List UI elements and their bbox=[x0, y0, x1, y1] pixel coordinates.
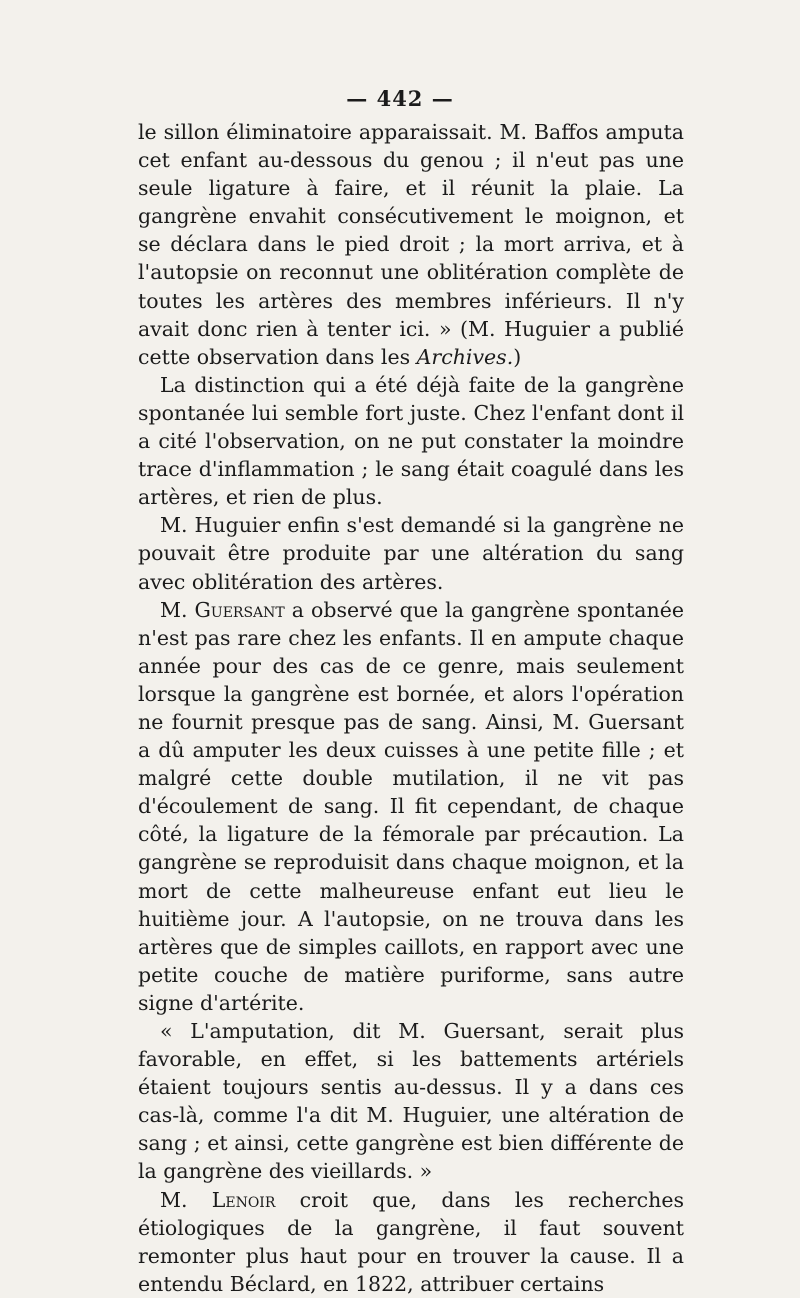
paragraph-2: La distinction qui a été déjà faite de la gangrène spontanée lui semble fort juste. Chez l'enfant dont il a cité l'observation, on ne put constater la moindre trace d'inflammation ; le sang était coagulé dans les artères, et rien de plus. bbox=[138, 372, 684, 510]
paragraph-4-text: a observé que la gangrène spontanée n'est pas rare chez les enfants. Il en ampute chaque année pour des cas de ce genre, mais seulement lorsque la gangrène est bornée, et alors l'opération ne fournit presque pas de sang. Ainsi, M. Guersant a dû amputer les deux cuisses à une petite fille ; et malgré cette double mutilation, il ne vit pas d'écoulement de sang. Il fit cependant, de chaque côté, la ligature de la fémorale par précaution. La gangrène se reproduisit dans chaque moignon, et la mort de cette malheureuse enfant eut lieu le huitième jour. A l'autopsie, on ne trouva dans les artères que de simples caillots, en rapport avec une petite couche de matière puriforme, sans autre signe d'artérite. bbox=[138, 597, 684, 1015]
paragraph-1-text: le sillon éliminatoire apparaissait. M. Baffos amputa cet enfant au-dessous du genou ; il n'eut pas une seule ligature à faire, et il réunit la plaie. La gangrène envahit consécutivement le moignon, et se déclara dans le pied droit ; la mort arriva, et à l'autopsie on reconnut une oblitération complète de toutes les artères des membres inférieurs. Il n'y avait donc rien à tenter ici. » (M. Huguier a publié cette observation dans les bbox=[138, 120, 684, 369]
paragraph-4 bbox=[138, 596, 684, 1017]
speaker-name: Guersant bbox=[194, 597, 285, 622]
paragraph-6-lead: M. bbox=[160, 1187, 212, 1212]
paragraph-6-text: croit que, dans les recherches étiologiques de la gangrène, il faut souvent remonter plus haut pour en trouver la cause. Il a entendu Béclard, en 1822, attribuer certains bbox=[138, 1187, 684, 1296]
speaker-name: Lenoir bbox=[211, 1187, 276, 1212]
paragraph-4-lead: M. bbox=[160, 597, 195, 622]
paragraph-6 bbox=[138, 1186, 684, 1298]
journal-title: Archives. bbox=[416, 344, 514, 369]
paragraph-1-close: ) bbox=[513, 344, 522, 369]
paragraph-1 bbox=[138, 118, 684, 371]
page-number: — 442 — bbox=[346, 86, 454, 111]
paragraph-3: M. Huguier enfin s'est demandé si la gangrène ne pouvait être produite par une altération du sang avec oblitération des artères. bbox=[138, 513, 684, 594]
body-text bbox=[138, 118, 684, 1298]
paragraph-5: « L'amputation, dit M. Guersant, serait plus favorable, en effet, si les battements artériels étaient toujours sentis au-dessus. Il y a dans ces cas-là, comme l'a dit M. Huguier, une altération de sang ; et ainsi, cette gangrène est bien différente de la gangrène des vieillards. » bbox=[138, 1019, 684, 1184]
